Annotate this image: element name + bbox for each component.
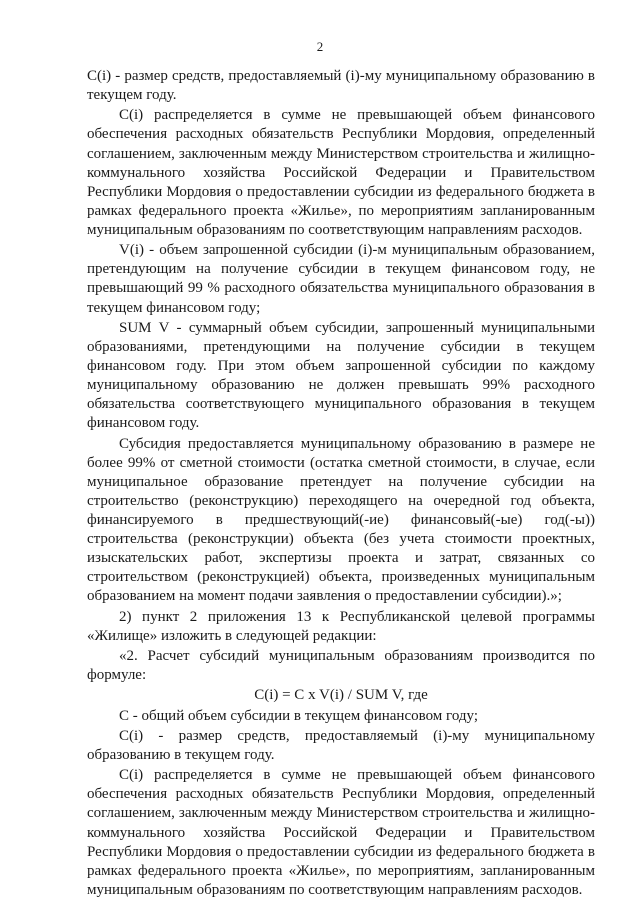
paragraph-sumv-definition: SUM V - суммарный объем субсидии, запрошенный муниципальными образованиями, претендующими на получение субсидии в текущем финансовом году. При этом объем запрошенной субсидии по каждому муниципальному образованию не должен превышать 99% расходного обязательства соответствующего муниципального образования в текущем финансовом году.: [87, 319, 595, 432]
paragraph-ci-distribution: C(i) распределяется в сумме не превышающей объем финансового обеспечения расходных обязательств Республики Мордовия, определенный соглашением, заключенным между Министерством строительства и жилищно-коммунального хозяйства Российской Федерации и Правительством Республики Мордовия о предоставлении субсидии из федерального бюджета в рамках федерального проекта «Жилье», по мероприятиям запланированным муниципальным образованиям по соответствующим направлениям расходов.: [87, 107, 595, 238]
paragraph-item-2-amendment: 2) пункт 2 приложения 13 к Республиканской целевой программы «Жилище» изложить в следующей редакции:: [87, 608, 595, 644]
formula: C(i) = C x V(i) / SUM V, где: [254, 687, 428, 704]
paragraph-ci-definition-2: C(i) - размер средств, предоставляемый (i)-му муниципальному образованию в текущем году.: [87, 727, 595, 763]
paragraph-vi-definition: V(i) - объем запрошенной субсидии (i)-м муниципальным образованием, претендующим на получение субсидии в текущем финансовом году, не превышающий 99 % расходного обязательства муниципального образования в текущем финансовом году;: [87, 242, 595, 316]
page-number: 2: [316, 39, 324, 54]
document-body: [87, 67, 595, 901]
paragraph-calculation-intro: «2. Расчет субсидий муниципальным образованиям производится по формуле:: [87, 647, 595, 684]
paragraph-c-definition: С - общий объем субсидии в текущем финансовом году;: [119, 707, 478, 724]
paragraph-ci-definition: C(i) - размер средств, предоставляемый (i)-му муниципальному образованию в текущем году.: [87, 68, 595, 104]
paragraph-subsidy-limit: Субсидия предоставляется муниципальному образованию в размере не более 99% от сметной стоимости (остатка сметной стоимости, в случае, если муниципальное образование претендует на получение субсидии на строительство (реконструкцию) переходящего на очередной год объекта, финансируемого в предшествующий(-ие) финансовый(-ые) год(-ы)) строительства (реконструкции) объекта (без учета стоимости проектных, изыскательских работ, экспертизы проекта и затрат, связанных со строительством (реконструкцией) объекта, произведенных муниципальным образованием на момент подачи заявления о предоставлении субсидии).»;: [87, 435, 595, 605]
paragraph-ci-distribution-2: C(i) распределяется в сумме не превышающей объем финансового обеспечения расходных обязательств Республики Мордовия, определенный соглашением, заключенным между Министерством строительства и жилищно-коммунального хозяйства Российской Федерации и Правительством Республики Мордовия о предоставлении субсидии из федерального бюджета в рамках федерального проекта «Жилье», по мероприятиям, запланированным муниципальным образованиям по соответствующим направлениям расходов.: [87, 767, 595, 898]
